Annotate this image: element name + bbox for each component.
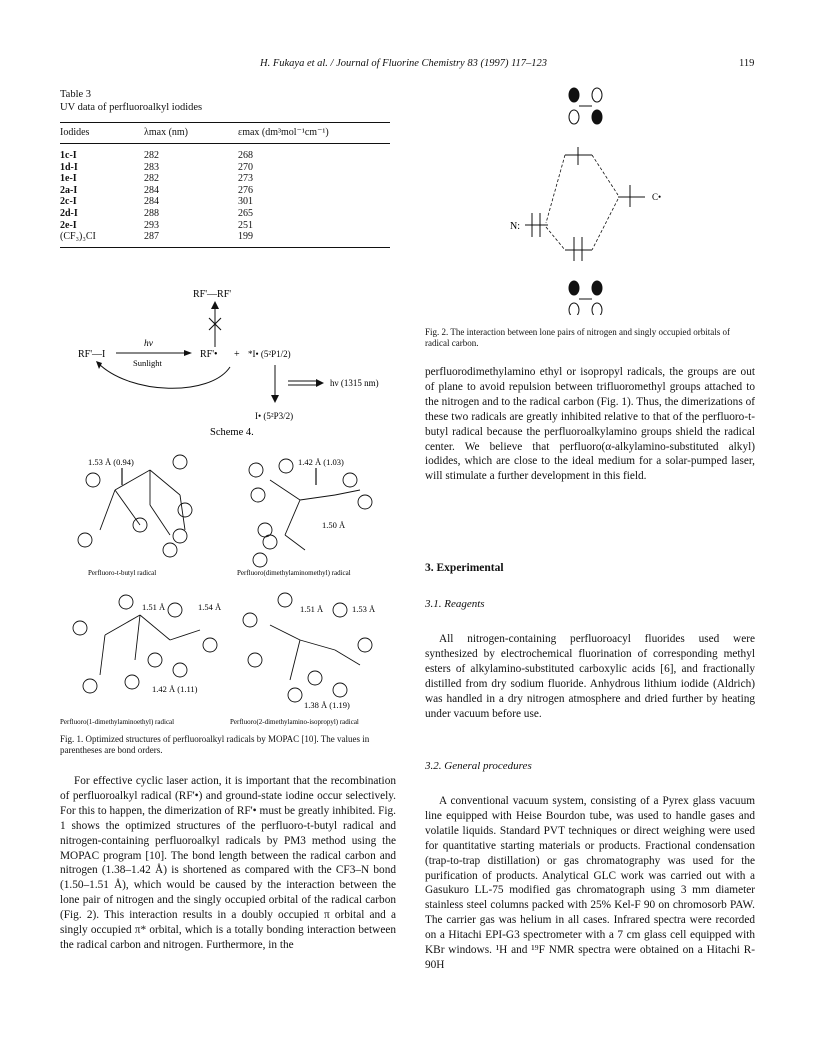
bond-label: 1.53 Å: [352, 604, 376, 614]
table-cell: (CF₃)₃CI: [60, 231, 144, 247]
table-row: [60, 173, 390, 185]
bond-label: 1.50 Å: [322, 520, 346, 530]
bond-label: 1.53 Å (0.94): [88, 457, 134, 467]
table-cell: 2d-I: [60, 207, 78, 219]
table-row: [60, 231, 390, 247]
table-title: UV data of perfluoroalkyl iodides: [60, 101, 203, 113]
panel-name: Perfluoro(dimethylaminomethyl) radical: [237, 569, 351, 577]
subsection-heading: 3.1. Reagents: [425, 598, 485, 610]
reagents-text: [425, 632, 755, 721]
bond-label: 1.51 Å: [300, 604, 324, 614]
table-row: [60, 144, 390, 162]
bond-label: 1.54 Å: [198, 602, 222, 612]
figure-1: [60, 450, 400, 730]
table-row: [60, 162, 390, 174]
reactant-label: RF'—I: [78, 349, 106, 360]
table-cell: 273: [238, 173, 253, 185]
table-cell: 265: [238, 207, 253, 219]
table-cell: 199: [238, 231, 390, 247]
table-caption: [60, 89, 202, 114]
table-cell: 287: [144, 231, 238, 247]
table-cell: 276: [238, 184, 253, 196]
table-row: [60, 220, 390, 232]
dimer-label: RF'—RF': [193, 289, 232, 300]
table-cell: 282: [144, 150, 159, 161]
subsection-heading: 3.2. General procedures: [425, 760, 532, 772]
panel-name: Perfluoro(1-dimethylaminoethyl) radical: [60, 718, 175, 726]
decay-arrowhead: [271, 395, 279, 403]
body-paragraph: perfluorodimethylamino ethyl or isopropyl radicals, the groups are out of plane to avoid repulsion between trifluoromethyl groups attached to the nitrogen and to the radical carbon (Fig. 1). Thus, the dimerizations of these two radicals are greatly inhibited relative to that of the perfluoro-t-butyl radical because the perfluoroalkylamino groups shield the radical center. We believe that perfluoro(α-alkylamino-substituted alkyl) iodides, which are close to the ideal medium for a solar-pumped laser, will stimulate a further development in this field.: [425, 366, 755, 483]
panel-name: Perfluoro-t-butyl radical: [88, 569, 157, 577]
figure-2-caption: Fig. 2. The interaction between lone pairs of nitrogen and singly occupied orbitals of radical carbon.: [425, 327, 731, 348]
left-body-text: [60, 774, 396, 953]
page-number: 119: [739, 58, 755, 69]
dimer-arrowhead: [211, 301, 219, 309]
recombination-arrow: [98, 363, 230, 388]
bond-label: 1.42 Å (1.03): [298, 457, 344, 467]
nitrogen-label: N:: [510, 221, 520, 232]
figure-2: [480, 85, 680, 315]
bond-label: 1.42 Å (1.11): [152, 684, 198, 694]
bond-label: 1.51 Å: [142, 602, 166, 612]
plus-sign: +: [234, 349, 240, 360]
table-cell: 284: [144, 196, 159, 208]
figure-1-caption: Fig. 1. Optimized structures of perfluoroalkyl radicals by MOPAC [10]. The values in parentheses are bond orders.: [60, 734, 370, 755]
hv-label: hν: [144, 339, 153, 349]
laser-arrowhead: [316, 379, 324, 387]
table-cell: 284: [144, 184, 159, 196]
photolysis-arrowhead: [184, 350, 192, 356]
table-cell: 283: [144, 161, 159, 173]
excited-iodine-label: *I• (5²P1/2): [248, 349, 291, 359]
ground-iodine-label: I• (5²P3/2): [255, 411, 294, 421]
table-cell: 2e-I: [60, 219, 77, 231]
recombination-arrowhead: [96, 361, 102, 369]
bond-label: 1.38 Å (1.19): [304, 700, 350, 710]
running-head-text: H. Fukaya et al. / Journal of Fluorine Chemistry 83 (1997) 117–123: [260, 58, 548, 69]
table-cell: 1e-I: [60, 173, 77, 185]
scheme-4: [60, 285, 400, 440]
body-paragraph: For effective cyclic laser action, it is important that the recombination of perfluoroalkyl radical (RF'•) and ground-state iodine occur selectively. For this to happen, the dimerization of RF'• must be greatly inhibited. Fig. 1 shows the optimized structures of the perfluoro-t-butyl radical and nitrogen-containing perfluoroalkyl radicals by PM3 method using the MOPAC program [10]. The bond length between the radical carbon and nitrogen (1.38–1.42 Å) is shortened as compared with the CF3–N bond (1.50–1.51 Å), which would be caused by the interaction between the lone pair of nitrogen and the singly occupied orbital of the radical carbon (Fig. 2). This interaction results in a doubly occupied π orbital and a singly occupied π* orbital, which is a totally bonding interaction between the radical carbon and nitrogen. Furthermore, in the: [60, 775, 396, 951]
table-cell: 301: [238, 196, 253, 208]
table-cell: 1c-I: [60, 150, 77, 161]
table-cell: 268: [238, 150, 253, 161]
table-cell: 293: [144, 219, 159, 231]
table-cell: 251: [238, 219, 253, 231]
table-cell: 282: [144, 173, 159, 185]
table-row: [60, 196, 390, 208]
table-header: Iodides: [60, 123, 144, 144]
table-cell: 270: [238, 161, 253, 173]
table-label: Table 3: [60, 89, 92, 100]
radical-label: RF'•: [200, 349, 218, 360]
panel-name: Perfluoro(2-dimethylamino-isopropyl) radical: [230, 718, 359, 726]
uv-data-table: [60, 122, 390, 248]
laser-label: hν (1315 nm): [330, 378, 379, 388]
sunlight-label: Sunlight: [133, 358, 162, 368]
procedures-text: [425, 794, 755, 973]
section-heading: 3. Experimental: [425, 562, 504, 574]
table-header: λmax (nm): [144, 123, 238, 144]
table-cell: 2a-I: [60, 184, 78, 196]
right-body-text: [425, 365, 755, 484]
table-row: [60, 208, 390, 220]
table-row: [60, 185, 390, 197]
body-paragraph: A conventional vacuum system, consisting of a Pyrex glass vacuum line equipped with Heise Bourdon tube, was used to handle gases and volatile liquids. Standard PVT techniques or direct weighing were used for quantitative starting materials or products. Fractional condensation (trap-to-trap distillation) or gas chromatography was used for the purification of products. Analytical GLC work was carried out with a Gasukuro LL-75 modified gas chromatograph using 3 mm diameter stainless steel columns packed with 25% Kel-F 90 on chromosorb PAW. The carrier gas was helium in all cases. Infrared spectra were recorded on a Hitachi EPI-G3 spectrometer with a 7 cm glass cell equipped with KBr windows. ¹H and ¹⁹F NMR spectra were obtained on a Hitachi R-90H: [425, 795, 755, 971]
carbon-radical-label: C•: [652, 192, 662, 202]
scheme-caption: Scheme 4.: [210, 427, 254, 438]
table-cell: 288: [144, 207, 159, 219]
table-cell: 1d-I: [60, 161, 78, 173]
table-header: εmax (dm³mol⁻¹cm⁻¹): [238, 123, 390, 144]
table-cell: 2c-I: [60, 196, 77, 208]
body-paragraph: All nitrogen-containing perfluoroacyl fluorides used were synthesized by electrochemical fluorination of corresponding methyl esters of alkylamino-substituted carboxylic acids [6], and fractionally distilled from dry sodium fluoride. Anhydrous lithium iodide (Aldrich) was handled in a dry nitrogen atmosphere and dried further by heating under vacuum before use.: [425, 633, 755, 720]
